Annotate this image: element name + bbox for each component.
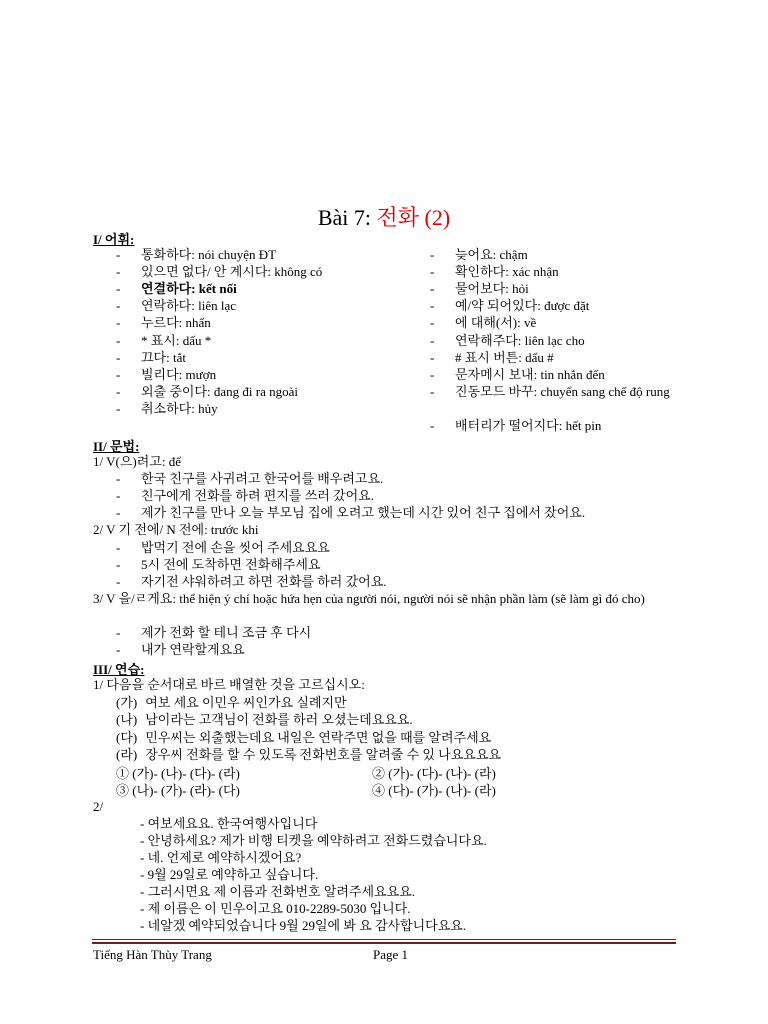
item-mark: (라)	[116, 747, 138, 763]
title-suffix: (2)	[419, 205, 451, 230]
bullet-dash: -	[116, 315, 121, 331]
bullet-dash: -	[430, 349, 435, 365]
vocab-right-text: 에 대해(서): về	[455, 315, 537, 331]
grammar-3-example-text: 내가 연락할게요요	[141, 642, 245, 657]
bullet-dash: -	[116, 625, 121, 640]
bullet-dash: -	[430, 366, 435, 382]
grammar-1-example-text: 친구에게 전화를 하려 편지를 쓰러 갔어요.	[141, 488, 374, 503]
grammar-3-title: 3/ V 을/ㄹ게요: thể hiện ý chí hoặc hứa hẹn của người nói, người nói sẽ nhận phần làm (sẽ làm gì đó cho)	[93, 591, 645, 606]
title-prefix: Bài 7:	[317, 205, 377, 230]
vocab-right-text: # 표시 버튼: dấu #	[455, 349, 554, 365]
footer-rule-bottom	[92, 942, 676, 944]
bullet-dash: -	[116, 488, 121, 503]
vocab-right-text: 진동모드 바꾸: chuyển sang chế độ rung	[455, 383, 670, 399]
vocab-right-text: 연락해주다: liên lạc cho	[455, 332, 585, 348]
exercise-1-item	[116, 694, 347, 711]
vocab-left-text: 있으면 없다/ 안 계시다: không có	[141, 264, 323, 280]
vocab-left-text: 빌리다: mượn	[141, 366, 217, 382]
item-text: 장우씨 전화를 할 수 있도록 전화번호를 알려줄 수 있 나요요요요	[145, 747, 501, 763]
title-korean: 전화	[376, 205, 420, 230]
bullet-dash: -	[116, 281, 121, 297]
vocab-left-text: 끄다: tắt	[141, 349, 186, 365]
bullet-dash: -	[116, 557, 121, 572]
bullet-dash: -	[116, 349, 121, 365]
grammar-2-example-text: 자기전 샤워하려고 하면 전화를 하러 갔어요.	[141, 574, 387, 589]
bullet-dash: -	[116, 574, 121, 589]
bullet-dash: -	[430, 383, 435, 399]
vocab-right-text: 늦어요: chậm	[455, 247, 528, 262]
bullet-dash: -	[430, 281, 435, 297]
section-grammar-heading: II/ 문법:	[93, 439, 140, 454]
bullet-dash: -	[430, 298, 435, 314]
bullet-dash: -	[116, 471, 121, 486]
answer-option: ② (가)- (다)- (나)- (라)	[372, 766, 496, 781]
dialogue-line: - 네알겠 예약되었습니다 9월 29일에 봐 요 감사합니다요요.	[140, 918, 467, 933]
bullet-dash: -	[116, 366, 121, 382]
dialogue-line: - 그러시면요 제 이름과 전화번호 알려주세요요요.	[140, 884, 415, 899]
vocab-right-text: 예/약 되어있다: được đặt	[455, 298, 590, 314]
bullet-dash: -	[116, 247, 121, 262]
bullet-dash: -	[430, 247, 435, 262]
grammar-1-title: 1/ V(으)려고: để	[93, 454, 181, 469]
bullet-dash: -	[430, 332, 435, 348]
bullet-dash: -	[116, 642, 121, 657]
bullet-dash: -	[430, 264, 435, 280]
vocab-right-text: 물어보다: hỏi	[455, 281, 529, 297]
vocab-left-text: * 표시: dấu *	[141, 332, 212, 348]
bullet-dash: -	[116, 264, 121, 280]
vocab-left-text: 연결하다: kết nối	[141, 281, 237, 297]
lesson-title	[0, 201, 768, 232]
dialogue-line: - 여보세요요. 한국여행사입니다	[140, 816, 318, 831]
section-practice-heading: III/ 연습:	[93, 662, 145, 677]
vocab-left-text: 누르다: nhấn	[141, 315, 211, 331]
bullet-dash: -	[116, 383, 121, 399]
item-mark: (다)	[116, 729, 138, 745]
exercise-1-item	[116, 746, 501, 763]
dialogue-line: - 9월 29일로 예약하고 싶습니다.	[140, 867, 319, 882]
exercise-1-item	[116, 711, 413, 728]
vocab-left-text: 통화하다: nói chuyện ĐT	[141, 247, 277, 262]
vocab-left-text: 취소하다: hủy	[141, 400, 218, 416]
vocab-right-text: 확인하다: xác nhận	[455, 264, 559, 280]
item-mark: (가)	[116, 695, 138, 710]
bullet-dash: -	[116, 505, 121, 520]
section-vocab-heading: I/ 어휘:	[93, 232, 135, 247]
footer-author: Tiếng Hàn Thùy Trang	[93, 947, 212, 962]
dialogue-line: - 제 이름은 이 민우이고요 010-2289-5030 입니다.	[140, 901, 411, 916]
answer-option: ④ (다)- (가)- (나)- (라)	[372, 783, 496, 798]
bullet-dash: -	[116, 540, 121, 555]
grammar-2-title: 2/ V 기 전에/ N 전에: trước khi	[93, 522, 259, 537]
item-mark: (나)	[116, 712, 138, 728]
dialogue-line: - 안녕하세요? 제가 비행 티켓을 예약하려고 전화드렸습니다요.	[140, 833, 487, 848]
exercise-1-item	[116, 729, 491, 746]
item-text: 민우씨는 외출했는데요 내일은 연락주면 없을 때를 알려주세요	[145, 729, 492, 745]
vocab-left-text: 외출 중이다: đang đi ra ngoài	[141, 383, 299, 399]
footer-page-number: Page 1	[373, 947, 409, 962]
grammar-1-example-text: 제가 친구를 만나 오늘 부모님 집에 오려고 했는데 시간 있어 친구 집에서 잤어요.	[141, 505, 586, 520]
bullet-dash: -	[116, 298, 121, 314]
vocab-right-text: 문자메시 보내: tin nhắn đến	[455, 366, 605, 382]
exercise-1-title: 1/ 다음을 순서대로 바르 배열한 것을 고르십시오:	[93, 677, 365, 692]
bullet-dash: -	[116, 332, 121, 348]
grammar-2-example-text: 5시 전에 도착하면 전화해주세요	[141, 557, 321, 572]
answer-option: ③ (나)- (가)- (라)- (다)	[116, 783, 240, 798]
vocab-left-text: 연락하다: liên lạc	[141, 298, 236, 314]
grammar-1-example-text: 한국 친구를 사귀려고 한국어를 배우려고요.	[141, 471, 384, 486]
answer-option: ① (가)- (나)- (다)- (라)	[116, 766, 240, 781]
bullet-dash: -	[116, 400, 121, 416]
footer-rule-top	[92, 939, 676, 940]
grammar-2-example-text: 밥먹기 전에 손을 씻어 주세요요요	[141, 540, 330, 555]
item-text: 남이라는 고객님이 전화를 하러 오셨는데요요요.	[145, 712, 413, 728]
grammar-3-example-text: 제가 전화 할 테니 조금 후 다시	[141, 625, 312, 640]
exercise-2-title: 2/	[93, 799, 104, 814]
item-text: 여보 세요 이민우 씨인가요 실례지만	[145, 695, 347, 710]
bullet-dash: -	[430, 315, 435, 331]
bullet-dash: -	[430, 418, 435, 433]
vocab-right-text: 배터리가 떨어지다: hết pin	[455, 418, 602, 433]
dialogue-line: - 네. 언제로 예약하시겠어요?	[140, 850, 302, 865]
